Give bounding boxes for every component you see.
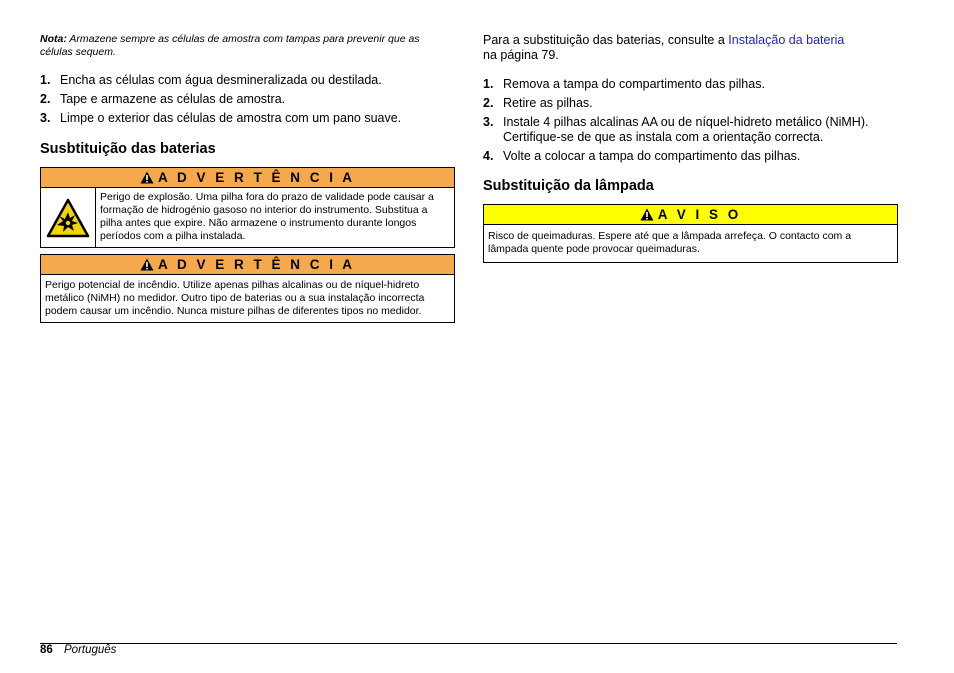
warning-header: [41, 168, 454, 188]
step-text: Tape e armazene as células de amostra.: [60, 92, 286, 106]
step-number: 2.: [483, 96, 494, 110]
list-item: [40, 92, 455, 107]
step-number: 1.: [483, 77, 494, 91]
step-number: 2.: [40, 92, 51, 106]
warning-box-explosion: [40, 167, 455, 248]
section-heading-lamp: Substituição da lâmpada: [483, 178, 654, 194]
caution-header: [484, 205, 897, 225]
note-text: Armazene sempre as células de amostra com tampas para prevenir que as células sequem.: [40, 33, 420, 58]
note: [40, 33, 455, 59]
battery-install-link[interactable]: Instalação da bateria: [728, 33, 845, 47]
warning-title: A D V E R T Ê N C I A: [157, 170, 355, 185]
page-number: 86: [40, 644, 53, 656]
intro-text: Para a substituição das baterias, consulte a: [483, 33, 729, 47]
list-item: [483, 149, 897, 164]
footer-language: Português: [64, 644, 117, 656]
step-text: Remova a tampa do compartimento das pilhas.: [503, 77, 765, 91]
step-text: Retire as pilhas.: [503, 96, 593, 110]
step-number: 4.: [483, 149, 494, 163]
warning-triangle-icon: [140, 258, 154, 271]
list-item: [40, 73, 455, 88]
warning-title: A D V E R T Ê N C I A: [157, 257, 355, 272]
battery-steps: [483, 77, 897, 168]
caution-title: A V I S O: [657, 207, 742, 222]
list-item: [40, 111, 455, 126]
explosion-hazard-icon: [46, 198, 90, 238]
list-item: [483, 115, 897, 145]
cleaning-steps: [40, 73, 455, 130]
warning-text: Perigo potencial de incêndio. Utilize apenas pilhas alcalinas ou de níquel-hidreto metálico (NiMH) no medidor. Outro tipo de baterias ou a sua instalação incorrecta podem causar um incêndio. Nunca misture pilhas de diferentes tipos no medidor.: [45, 279, 425, 317]
section-heading-batteries: Susbtituição das baterias: [40, 141, 216, 157]
warning-triangle-icon: [140, 171, 154, 184]
warning-box-fire: [40, 254, 455, 323]
warning-triangle-icon: [640, 208, 654, 221]
list-item: [483, 96, 897, 111]
step-text: Limpe o exterior das células de amostra com um pano suave.: [60, 111, 402, 125]
step-text: Encha as células com água desmineralizada ou destilada.: [60, 73, 382, 87]
step-number: 3.: [483, 115, 494, 129]
intro-paragraph: [483, 33, 897, 63]
list-item: [483, 77, 897, 92]
warning-header: [41, 255, 454, 275]
step-number: 1.: [40, 73, 51, 87]
caution-box-burn: [483, 204, 898, 263]
step-number: 3.: [40, 111, 51, 125]
step-text: Volte a colocar a tampa do compartimento das pilhas.: [503, 149, 801, 163]
intro-text-after: na página 79.: [483, 48, 559, 62]
page-footer: [40, 643, 116, 657]
note-label: Nota:: [40, 33, 67, 45]
caution-text: Risco de queimaduras. Espere até que a lâmpada arrefeça. O contacto com a lâmpada quente pode provocar queimaduras.: [488, 230, 852, 255]
footer-divider: [40, 643, 897, 644]
warning-text: Perigo de explosão. Uma pilha fora do prazo de validade pode causar a formação de hidrogénio gasoso no interior do instrumento. Substitua a pilha antes que expire. Não armazene o instrumento durante longos períodos com a pilha instalada.: [100, 191, 434, 242]
step-text: Instale 4 pilhas alcalinas AA ou de níquel-hidreto metálico (NiMH). Certifique-se de que as instala com a orientação correcta.: [503, 115, 869, 144]
icon-cell: [41, 188, 96, 247]
warning-body: [41, 188, 454, 247]
